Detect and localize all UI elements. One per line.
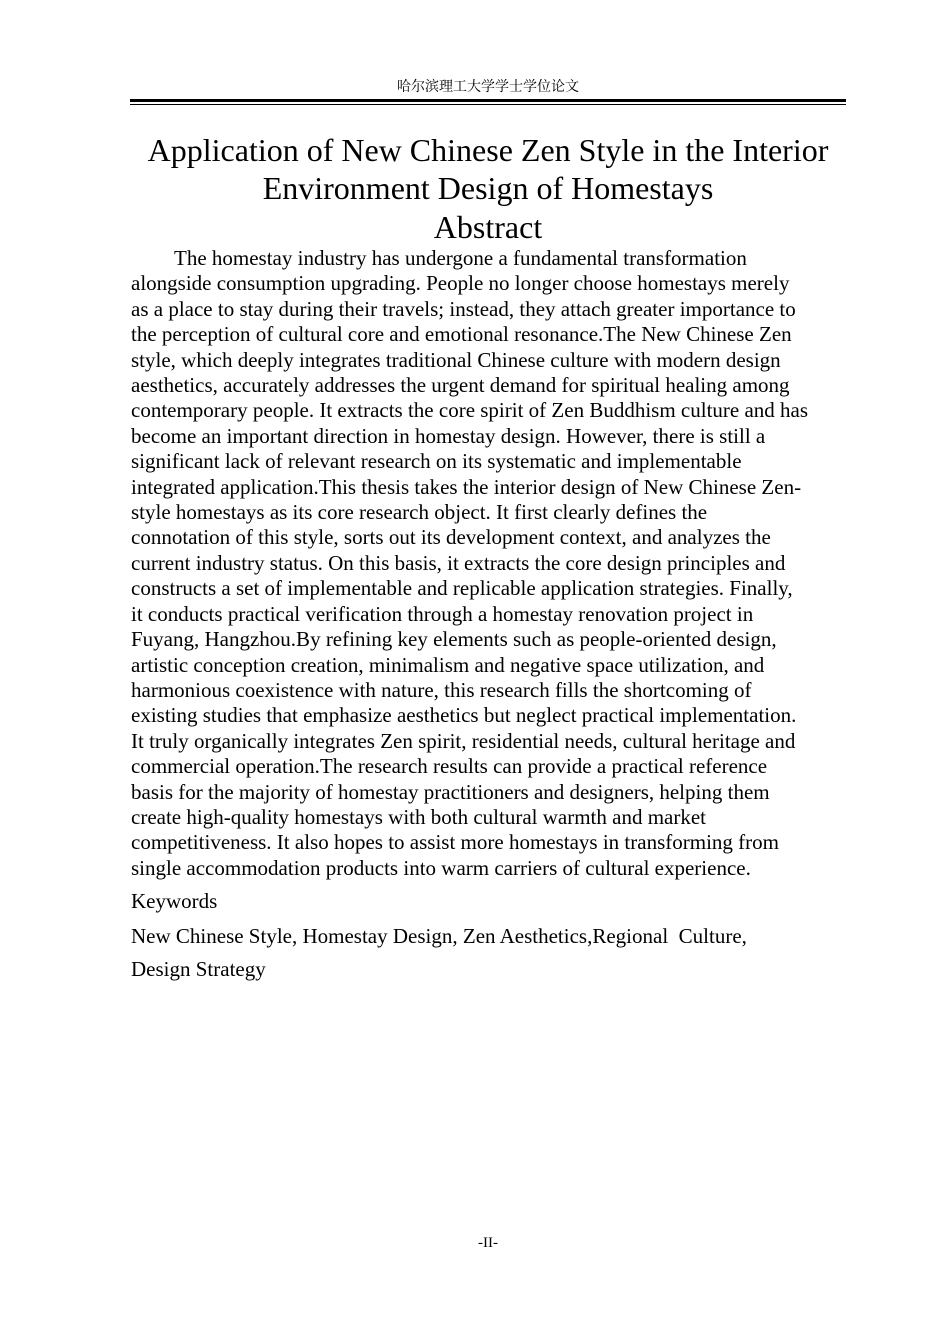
header-rule-thick xyxy=(130,99,846,102)
abstract-line: style, which deeply integrates traditional Chinese culture with modern design xyxy=(131,347,781,372)
abstract-line: aesthetics, accurately addresses the urgent demand for spiritual healing among xyxy=(131,373,790,398)
header-rule-thin xyxy=(130,104,846,105)
abstract-line: current industry status. On this basis, it extracts the core design principles and xyxy=(131,550,786,575)
title-line: Application of New Chinese Zen Style in the Interior xyxy=(147,132,829,168)
abstract-line: contemporary people. It extracts the core spirit of Zen Buddhism culture and has xyxy=(131,398,809,423)
thesis-title xyxy=(110,131,866,207)
abstract-line: significant lack of relevant research on its systematic and implementable xyxy=(131,449,742,474)
abstract-line: harmonious coexistence with nature, this research fills the shortcoming of xyxy=(131,677,752,702)
keywords-list xyxy=(131,920,847,986)
title-line: Environment Design of Homestays xyxy=(262,170,714,206)
abstract-line: become an important direction in homestay design. However, there is still a xyxy=(131,423,766,448)
abstract-line: create high-quality homestays with both cultural warmth and market xyxy=(131,804,706,829)
page-number: -II- xyxy=(478,1235,498,1251)
keywords-line: Design Strategy xyxy=(131,957,266,981)
abstract-line: single accommodation products into warm carriers of cultural experience. xyxy=(131,855,751,880)
abstract-line: The homestay industry has undergone a fundamental transformation xyxy=(174,246,747,270)
abstract-line: it conducts practical verification through a homestay renovation project in xyxy=(131,601,754,626)
abstract-line: basis for the majority of homestay practitioners and designers, helping them xyxy=(131,779,770,804)
abstract-line: It truly organically integrates Zen spirit, residential needs, cultural heritage and xyxy=(131,728,796,753)
abstract-body xyxy=(131,246,847,881)
abstract-heading: Abstract xyxy=(433,209,543,245)
abstract-line: artistic conception creation, minimalism and negative space utilization, and xyxy=(131,652,765,677)
abstract-line: style homestays as its core research object. It first clearly defines the xyxy=(131,500,708,525)
page-header: 哈尔滨理工大学学士学位论文 xyxy=(397,79,579,95)
keywords-label: Keywords xyxy=(131,889,218,913)
keywords-line: New Chinese Style, Homestay Design, Zen Aesthetics,Regional Culture, xyxy=(131,924,747,948)
abstract-line: the perception of cultural core and emotional resonance.The New Chinese Zen xyxy=(131,322,792,347)
abstract-line: constructs a set of implementable and replicable application strategies. Finally, xyxy=(131,576,793,601)
abstract-line: commercial operation.The research results can provide a practical reference xyxy=(131,754,768,779)
abstract-line: existing studies that emphasize aesthetics but neglect practical implementation. xyxy=(131,703,797,728)
abstract-line: competitiveness. It also hopes to assist more homestays in transforming from xyxy=(131,830,779,855)
abstract-line: Fuyang, Hangzhou.By refining key elements such as people-oriented design, xyxy=(131,627,777,652)
abstract-line: alongside consumption upgrading. People no longer choose homestays merely xyxy=(131,271,790,296)
abstract-line: as a place to stay during their travels; instead, they attach greater importance to xyxy=(131,296,796,321)
abstract-line: integrated application.This thesis takes the interior design of New Chinese Zen- xyxy=(131,474,802,499)
abstract-line: connotation of this style, sorts out its development context, and analyzes the xyxy=(131,525,771,550)
